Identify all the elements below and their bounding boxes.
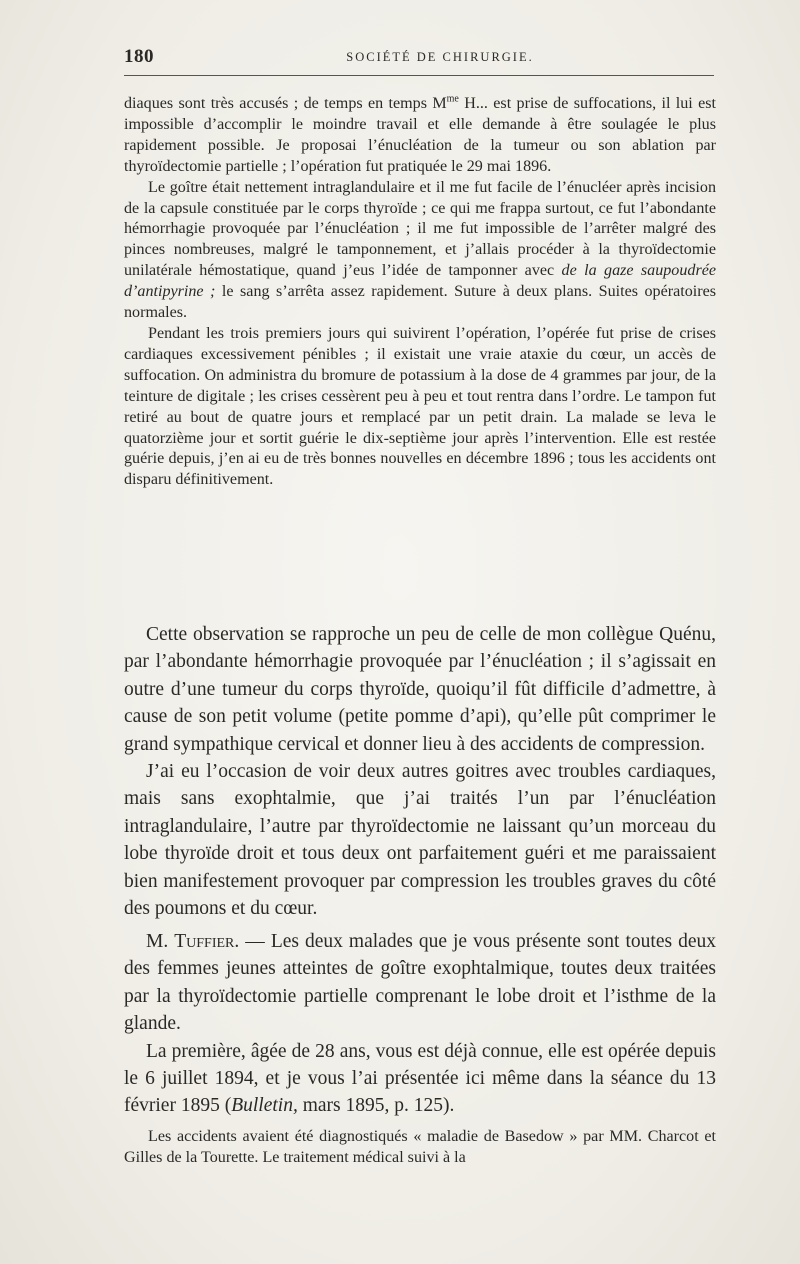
speaker-name: Tuffier. [174, 931, 240, 952]
running-title: SOCIÉTÉ DE CHIRURGIE. [346, 50, 534, 64]
case-detail-paragraph: Les accidents avaient été diagnostiqués « maladie de Basedow » par MM. Charcot et Gilles de la Tourette. Le traitement médical suivi à la [124, 1128, 716, 1166]
case-report-paragraph-2: Le goître était nettement intraglandulaire et il me fut facile de l’énucléer après incision de la capsule constituée par le corps thyroïde ; ce qui me frappa surtout, ce fut l’abondante hémorrhagie provoquée par l’énucléation ; il me fut impossible de l’arrêter malgré des pinces nombreuses, malgré le tamponnement, et j’allais procéder à la thyroïdectomie unilatérale hémostatique, quand j’eus l’idée de tamponner avec de la gaze saupoudrée d’antipyrine ; le sang s’arrêta assez rapidement. Suture à deux plans. Suites opératoires normales. [124, 178, 716, 322]
page-header [124, 46, 716, 70]
case-report-section [124, 94, 716, 491]
tuffier-paragraph-2: La première, âgée de 28 ans, vous est déjà connue, elle est opérée depuis le 6 juillet 1894, et je vous l’ai présentée ici même dans la séance du 13 février 1895 (Bulletin, mars 1895, p. 125). [124, 1040, 716, 1117]
case-report-paragraph-3: Pendant les trois premiers jours qui suivirent l’opération, l’opérée fut prise de crises cardiaques excessivement pénibles ; il existait une vraie ataxie du cœur, un accès de suffocation. On administra du bromure de potassium à la dose de 4 grammes par jour, de la teinture de digitale ; les crises cessèrent peu à peu et tout rentra dans l’ordre. Le tampon fut retiré au bout de quatre jours et remplacé par un petit drain. La malade se leva le quatorzième jour et sortit guérie le dix-septième jour après l’intervention. Elle est restée guérie depuis, j’en ai eu de très bonnes nouvelles en décembre 1896 ; tous les accidents ont disparu définitivement. [124, 324, 716, 489]
commentary-paragraph-2: J’ai eu l’occasion de voir deux autres goitres avec troubles cardiaques, mais sans exophtalmie, que j’ai traités l’un par l’énucléation intraglandulaire, l’autre par thyroïdectomie ne laissant qu’un morceau du lobe thyroïde droit et tous deux ont parfaitement guéri et me paraissaient bien manifestement provoquer par compression les troubles graves du côté des poumons et du cœur. [124, 761, 716, 920]
tuffier-paragraph-1: M. Tuffier. — Les deux malades que je vous présente sont toutes deux des femmes jeunes atteintes de goître exophtalmique, toutes deux traitées par la thyroïdectomie partielle comprenant le lobe droit et l’isthme de la glande. [124, 931, 716, 1035]
case-detail-section [124, 1127, 716, 1169]
tuffier-section [124, 928, 716, 1120]
italic-phrase: de la gaze saupoudrée d’antipyrine ; [124, 262, 716, 301]
italic-citation: Bulletin, [231, 1095, 298, 1117]
case-report-paragraph-1: diaques sont très accusés ; de temps en temps $M^{me}$ H... est prise de suffocations, il lui est impossible d’accomplir le moindre travail et elle demande à être soulagée le plus rapidement possible. Je proposai l’énucléation de la tumeur ou son ablation par thyroïdectomie partielle ; l’opération fut pratiquée le 29 mai 1896. [124, 93, 716, 175]
commentary-section [124, 621, 716, 922]
commentary-paragraph-1: Cette observation se rapproche un peu de celle de mon collègue Quénu, par l’abondante hémorrhagie provoquée par l’énucléation ; il s’agissait en outre d’une tumeur du corps thyroïde, quoiqu’il fût difficile d’admettre, à cause de son petit volume (petite pomme d’api), qu’elle pût comprimer le grand sympathique cervical et donner lieu à des accidents de compression. [124, 624, 716, 755]
page-number: 180 [124, 46, 154, 67]
header-rule [124, 75, 714, 76]
